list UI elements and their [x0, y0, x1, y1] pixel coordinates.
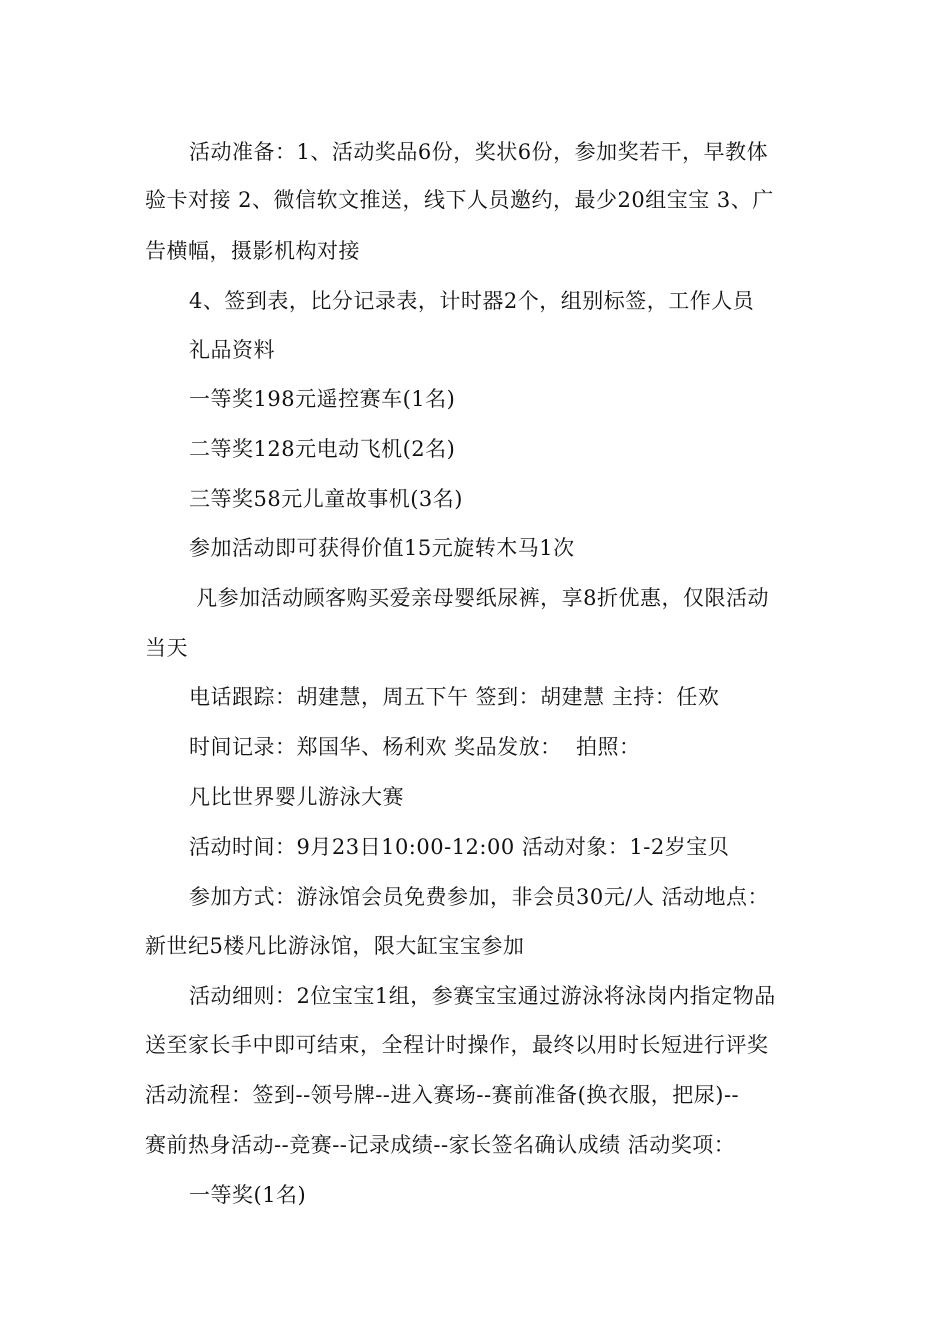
text-line: 验卡对接 2、微信软文推送，线下人员邀约，最少20组宝宝 3、广 — [145, 188, 774, 212]
text-line: 活动细则：2位宝宝1组，参赛宝宝通过游泳将泳岗内指定物品 — [189, 984, 776, 1008]
text-line: 电话跟踪：胡建慧，周五下午 签到：胡建慧 主持：任欢 — [189, 685, 720, 709]
text-line: 参加活动即可获得价值15元旋转木马1次 — [189, 536, 575, 560]
text-line: 当天 — [145, 636, 188, 660]
text-line: 凡比世界婴儿游泳大赛 — [189, 785, 404, 809]
text-line: 时间记录：郑国华、杨利欢 奖品发放： 拍照： — [189, 735, 641, 759]
text-line: 赛前热身活动--竞赛--记录成绩--家长签名确认成绩 活动奖项： — [145, 1133, 736, 1157]
text-line: 凡参加活动顾客购买爱亲母婴纸尿裤，享8折优惠，仅限活动 — [189, 586, 770, 610]
text-line: 二等奖128元电动飞机(2名) — [189, 437, 456, 461]
text-line: 一等奖(1名) — [189, 1183, 307, 1207]
text-line: 4、签到表，比分记录表，计时器2个，组别标签，工作人员 — [189, 289, 755, 313]
text-line: 活动准备：1、活动奖品6份，奖状6份，参加奖若干，早教体 — [189, 140, 769, 164]
text-line: 一等奖198元遥控赛车(1名) — [189, 387, 456, 411]
text-line: 告横幅，摄影机构对接 — [145, 239, 360, 263]
text-line: 新世纪5楼凡比游泳馆，限大缸宝宝参加 — [145, 934, 525, 958]
text-line: 活动流程：签到--领号牌--进入赛场--赛前准备(换衣服，把尿)-- — [145, 1083, 740, 1107]
text-line: 活动时间：9月23日10:00-12:00 活动对象：1-2岁宝贝 — [189, 835, 730, 859]
text-line: 三等奖58元儿童故事机(3名) — [189, 487, 463, 511]
text-line: 礼品资料 — [189, 338, 275, 362]
text-line: 送至家长手中即可结束，全程计时操作，最终以用时长短进行评奖 — [145, 1033, 769, 1057]
text-line: 参加方式：游泳馆会员免费参加，非会员30元/人 活动地点： — [189, 885, 769, 909]
